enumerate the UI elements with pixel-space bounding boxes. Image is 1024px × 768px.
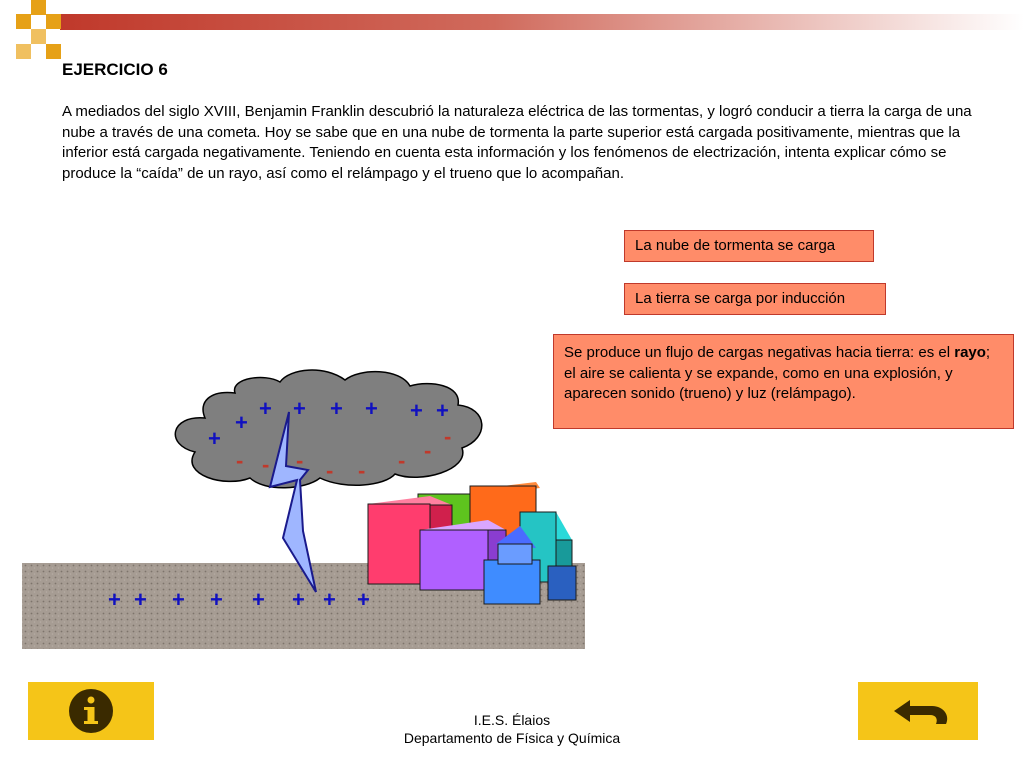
charge-plus: +: [330, 396, 343, 421]
charge-minus: -: [326, 458, 334, 483]
step-text: ; el aire se calienta y se expande, como en una explosión, y aparecen sonido (trueno) y luz (relámpago).: [564, 344, 991, 402]
charge-plus: +: [292, 587, 305, 612]
exercise-paragraph: A mediados del siglo XVIII, Benjamin Franklin descubrió la naturaleza eléctrica de las tormentas, y logró conducir a tierra la carga de una nube a través de una cometa. Hoy se sabe que en una nube de tormenta la parte superior está cargada positivamente, mientras que la inferior está cargada negativamente. Teniendo en cuenta esta información y los fenómenos de electrización, intenta explicar cómo se produce la “caída” de un rayo, así como el relámpago y el trueno que lo acompañan.: [62, 103, 972, 182]
charge-plus: +: [172, 587, 185, 612]
charge-minus: -: [358, 458, 366, 483]
charge-plus: +: [357, 587, 370, 612]
charge-minus: -: [398, 448, 406, 473]
charge-plus: +: [210, 587, 223, 612]
exercise-title: EJERCICIO 6: [62, 60, 168, 79]
charge-plus: +: [293, 396, 306, 421]
charge-minus: -: [262, 452, 270, 477]
charge-plus: +: [134, 587, 147, 612]
step-text: La tierra se carga por inducción: [635, 290, 846, 307]
return-arrow-icon: [858, 682, 978, 740]
back-button[interactable]: [858, 682, 978, 740]
charge-minus: -: [424, 438, 432, 463]
footer-school: I.E.S. Élaios: [473, 712, 551, 728]
step-text: La nube de tormenta se carga: [635, 237, 836, 254]
charge-plus: +: [410, 398, 423, 423]
charge-plus: +: [365, 396, 378, 421]
charge-plus: +: [208, 426, 221, 451]
charge-plus: +: [436, 398, 449, 423]
charge-plus: +: [323, 587, 336, 612]
charge-plus: +: [252, 587, 265, 612]
charge-minus: -: [296, 448, 304, 473]
info-icon: [28, 682, 154, 740]
step-text-bold: rayo: [954, 344, 986, 361]
info-button[interactable]: [28, 682, 154, 740]
charge-minus: -: [444, 424, 452, 449]
charge-minus: -: [236, 448, 244, 473]
charge-plus: +: [259, 396, 272, 421]
charge-plus: +: [108, 587, 121, 612]
charge-plus: +: [235, 410, 248, 435]
footer-department: Departamento de Física y Química: [403, 730, 621, 746]
step-text: Se produce un flujo de cargas negativas hacia tierra: es el: [564, 344, 955, 361]
